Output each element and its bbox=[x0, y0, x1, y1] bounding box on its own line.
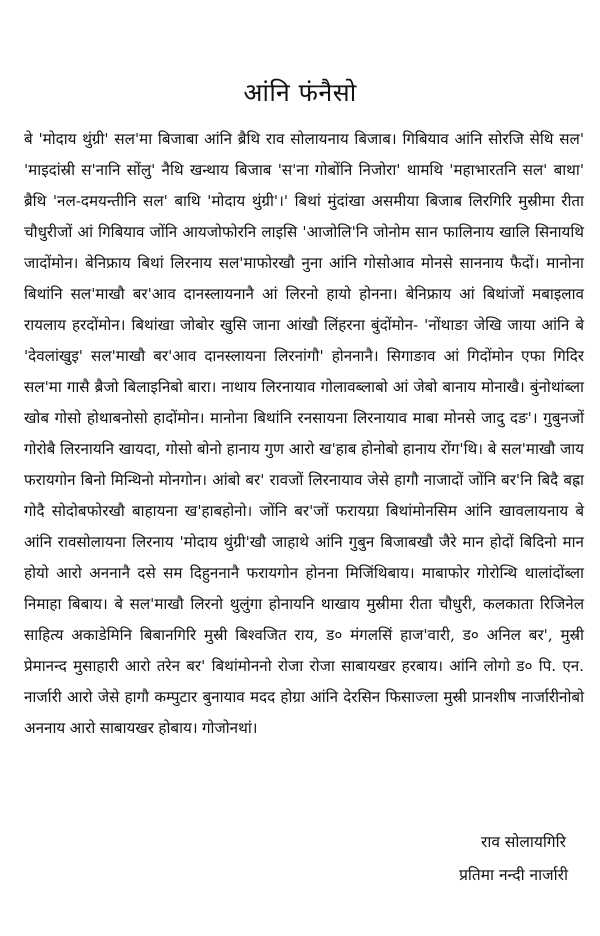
page-title: आंनि फंनैसो bbox=[243, 77, 357, 107]
translator-label: राव सोलायगिरि bbox=[481, 833, 567, 851]
signature-block bbox=[459, 826, 568, 892]
author-name: प्रतिमा नन्दी नार्जारी bbox=[459, 866, 568, 884]
body-paragraph: बे 'मोदाय थुंग्री' सल'मा बिजाबा आंनि ब्रैथि राव सोलायनाय बिजाब। गिबियाव आंनि सोरजि सेथि सल' 'माइदांस्री स'नानि सोंलु' नैथि खन्थाय बिजाब 'स'ना गोबोंनि निजोरा' थामथि 'महाभारतनि सल' बाथा' ब्रैथि 'नल-दमयन्तीनि सल' बाथि 'मोदाय थुंग्री'।' बिथां मुंदांखा असमीया बिजाब लिरगिरि मुस्रीमा रीता चौधुरीजों आं गिबियाव जोंनि आयजोफोरनि लाइसि 'आजोलि'नि जोनोम सान फालिनाय खालि सिनायथि जादोंमोन। बेनिफ्राय बिथां लिरनाय सल'माफोरखौ नुना आंनि गोसोआव मोनसे साननाय फैदों। मानोना बिथांनि सल'माखौ बर'आव दानस्लायनानै आं लिरनो हायो होनना। बेनिफ्राय आं बिथांजों मबाइलाव रायलाय हरदोंमोन। बिथांखा जोबोर खुसि जाना आंखौ लिंहरना बुंदोंमोन- 'नोंथाङा जेखि जाया आंनि बे 'देवलांखुइ' सल'माखौ बर'आव दानस्लायना लिरनांगौ' होननानै। सिगाङाव आं गिदोंमोन एफा गिदिर सल'मा गासै ब्रैजो बिलाइनिबो बारा। नाथाय लिरनायाव गोलावब्लाबो आं जेबो बानाय मोनाखै। बुंनोथांब्ला खोब गोसो होथाबनोसो हादोंमोन। मानोना बिथांनि रनसायना लिरनायाव माबा मोनसे जादु दङ'। गुबुनजों गोरोबै लिरनायनि खायदा, गोसो बोनो हानाय गुण आरो ख'हाब होनोबो हानाय रोंग'थि। बे सल'माखौ जाय फरायगोन बिनो मिन्थिनो मोनगोन। आंबो बर' रावजों लिरनायाव जेसे हागौ नाजादों जोंनि बर'नि बिदै बह्रा गोदै सोदोबफोरखौ बाहायना ख'हाबहोनो। जोंनि बर'जों फरायग्रा बिथांमोनसिम आंनि खावलायनाय बे आंनि रावसोलायना लिरनाय 'मोदाय थुंग्री'खौ जाहाथे आंनि गुबुन बिजाबखौ जैरे मान होदों बिदिनो मान होयो आरो अननानै दसे सम दिहुननानै फरायगोन होनना मिजिंथिबाय। माबाफोर गोरोन्थि थालांदोंब्ला निमाहा बिबाय। बे सल'माखौ लिरनो थुलुंगा होनायनि थाखाय मुस्रीमा रीता चौधुरी, कलकाता रिजिनेल साहित्य अकाडेमिनि बिबानगिरि मुस्री बिश्वजित राय, ड० मंगलसिं हाज'वारी, ड० अनिल बर', मुस्री प्रेमानन्द मुसाहारी आरो तरेन बर' बिथांमोननो रोजा रोजा साबायखर हरबाय। आंनि लोगो ड० पि. एन. नार्जारी आरो जेसे हागौ कम्पुटार बुनायाव मदद होग्रा आंनि देरसिन फिसाज्ला मुस्री प्रानशीष नार्जारीनोबो अननाय आरो साबायखर होबाय। गोजोनथां। bbox=[24, 130, 584, 737]
